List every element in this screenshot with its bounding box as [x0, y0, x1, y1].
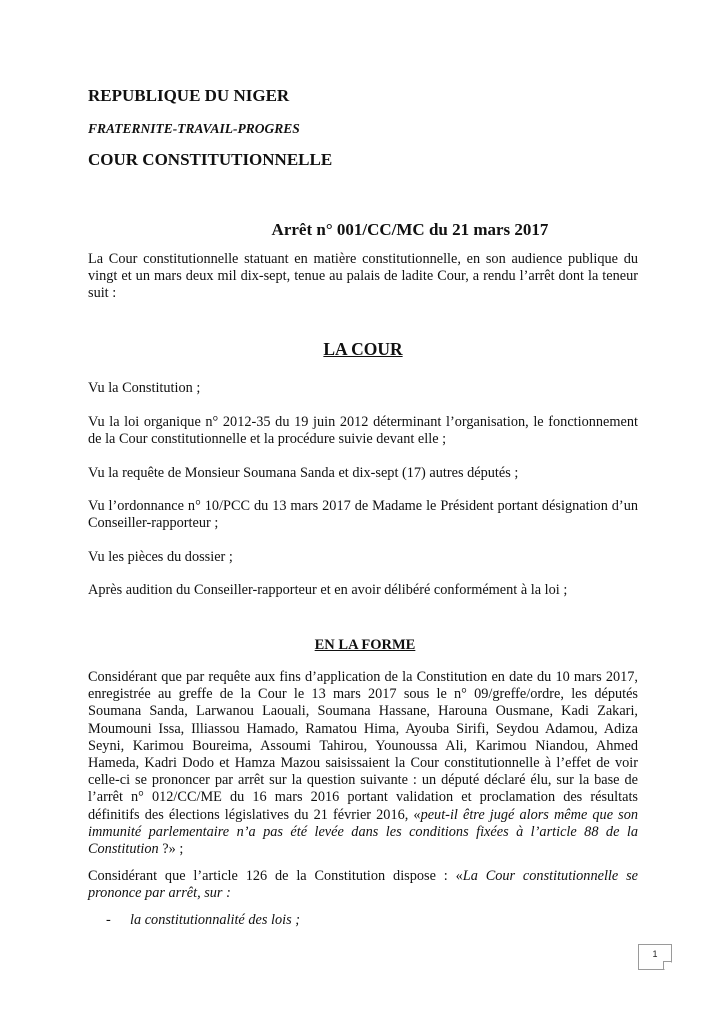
- intro-paragraph: La Cour constitutionnelle statuant en matière constitutionnelle, en son audience publique du vingt et un mars deux mil dix-sept, tenue au palais de ladite Cour, a rendu l’arrêt dont la teneur suit :: [88, 251, 638, 302]
- visa-ordonnance: Vu l’ordonnance n° 10/PCC du 13 mars 2017 de Madame le Président portant désignation d’un Conseiller-rapporteur ;: [88, 498, 638, 532]
- bullet-item-text: la constitutionnalité des lois ;: [130, 912, 300, 928]
- national-motto: FRATERNITE-TRAVAIL-PROGRES: [88, 121, 300, 136]
- visa-pieces: Vu les pièces du dossier ;: [88, 549, 233, 565]
- page-corner-fold-icon: [663, 961, 672, 970]
- considerant-2: [88, 868, 638, 902]
- considerant-1-end: ?» ;: [158, 841, 184, 858]
- visa-requete: Vu la requête de Monsieur Soumana Sanda et dix-sept (17) autres députés ;: [88, 465, 519, 481]
- page-number: 1: [652, 949, 658, 959]
- considerant-1: [88, 669, 638, 858]
- considerant-1-text: Considérant que par requête aux fins d’application de la Constitution en date du 10 mars 2017, enregistrée au greffe de la Cour le 13 mars 2017 sous le n° 09/greffe/ordre, les députés Soumana Sanda, Larwanou Laouali, Soumana Hassane, Harouna Ousmane, Kadi Zakari, Moumouni Issa, Illiassou Hamado, Ramatou Hima, Ayouba Sirifi, Seydou Adamou, Adiza Seyni, Karimou Boureima, Assoumi Tahirou, Younoussa Ali, Karimou Niandou, Ahmed Hameda, Kadri Dodo et Hamza Mazou saisissaient la Cour constitutionnelle à l’effet de voir celle-ci se prononcer par arrêt sur la question suivante : un député déclaré élu, sur la base de l’arrêt n° 012/CC/ME du 16 mars 2016 portant validation et proclamation des résultats définitifs des élections législatives du 21 février 2016, «: [88, 669, 638, 823]
- visa-constitution: Vu la Constitution ;: [88, 380, 201, 396]
- considerant-2-text: Considérant que l’article 126 de la Constitution dispose : «: [88, 868, 463, 884]
- considerant-1-quote: peut-il être jugé alors même que son immunité parlementaire n’a pas été levée dans les conditions fixées à l’article 88 de la Constitution: [88, 806, 638, 858]
- court-heading: COUR CONSTITUTIONNELLE: [88, 150, 333, 169]
- visa-loi-organique: Vu la loi organique n° 2012-35 du 19 juin 2012 déterminant l’organisation, le fonctionnement de la Cour constitutionnelle et la procédure suivie devant elle ;: [88, 414, 638, 448]
- section-la-cour: LA COUR: [323, 339, 403, 359]
- visa-audition: Après audition du Conseiller-rapporteur et en avoir délibéré conformément à la loi ;: [88, 582, 568, 598]
- considerant-2-quote: La Cour constitutionnelle se prononce par arrêt, sur :: [88, 868, 638, 902]
- section-en-la-forme: EN LA FORME: [314, 637, 416, 653]
- bullet-dash: -: [106, 912, 111, 928]
- decision-title: Arrêt n° 001/CC/MC du 21 mars 2017: [271, 220, 549, 239]
- republic-heading: REPUBLIQUE DU NIGER: [88, 86, 290, 105]
